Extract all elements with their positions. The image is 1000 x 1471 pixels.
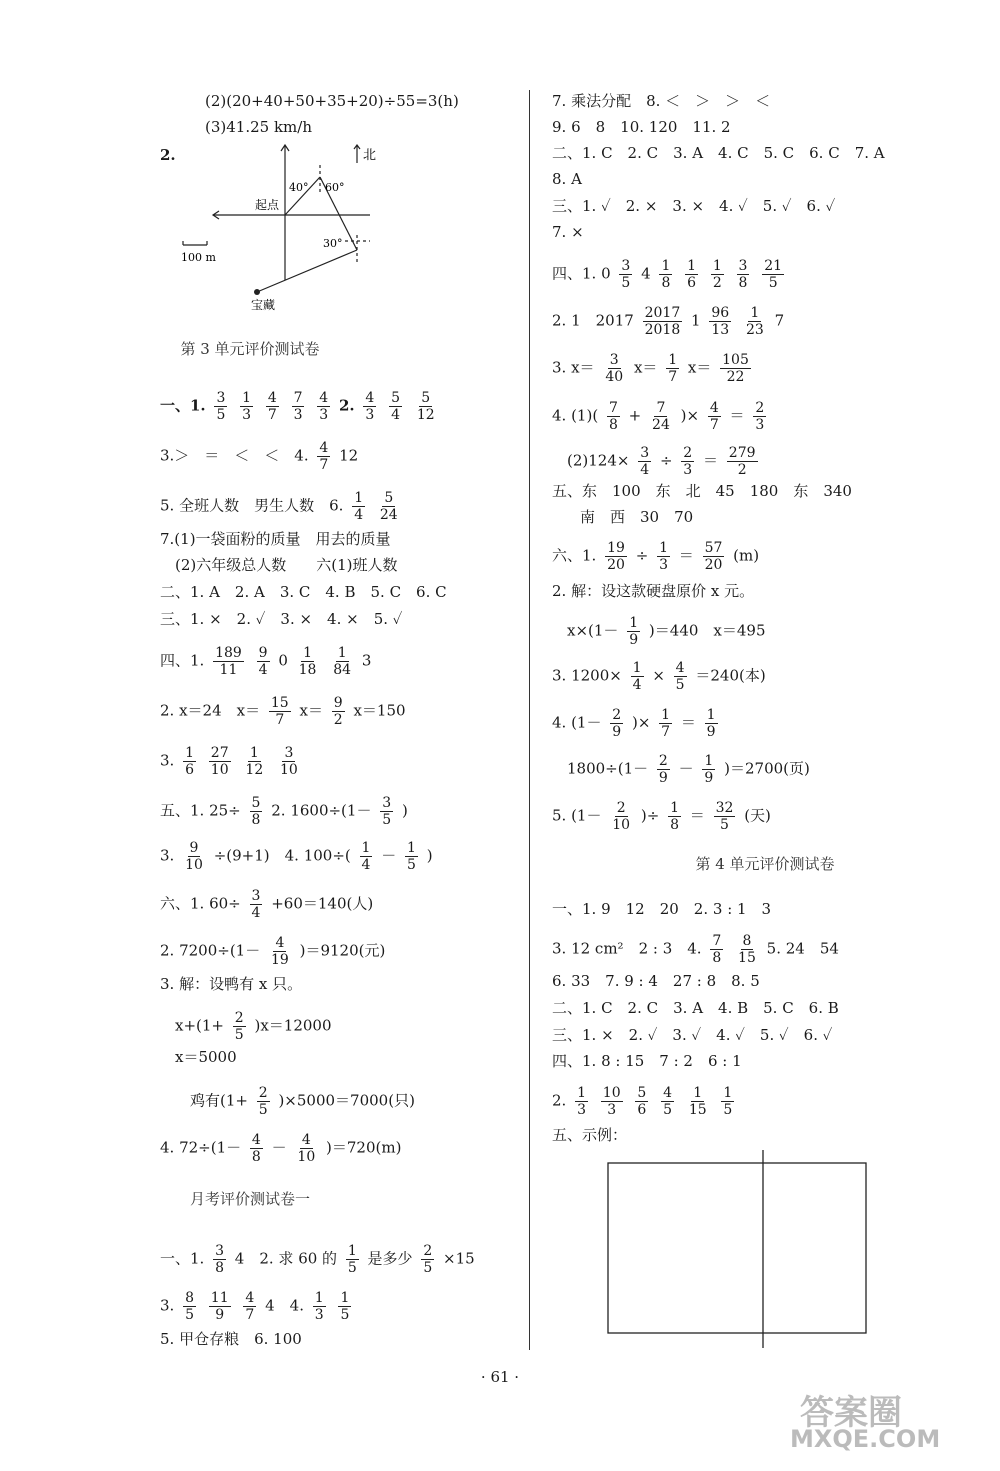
fraction: $\frac{1}{3}$	[659, 540, 668, 573]
answer-text: 3	[361, 651, 372, 670]
answer-text: ＝	[729, 406, 745, 425]
answer-text: 0	[278, 651, 288, 670]
answer-text: (m)	[733, 546, 760, 565]
answer-text: 4 2. 求 60 的	[234, 1249, 338, 1268]
fraction: $\frac{4}{7}$	[319, 440, 329, 473]
answer-text: x＝	[633, 358, 658, 377]
answer-line: 南 西 30 70	[580, 508, 694, 526]
answer-line	[567, 615, 766, 648]
fraction: $\frac{2}{9}$	[658, 753, 668, 786]
answer-line	[552, 258, 788, 291]
answer-text: 3.＞ ＝ ＜ ＜ 4.	[160, 446, 309, 465]
answer-line	[160, 390, 441, 423]
answer-line: 四、1. 8 : 15 7 : 2 6 : 1	[552, 1052, 742, 1070]
answer-line	[160, 1132, 401, 1165]
answer-line	[160, 1243, 475, 1276]
answer-line	[552, 352, 755, 385]
fraction: $\frac{2017}{2018}$	[644, 305, 681, 338]
fraction: $\frac{1}{9}$	[706, 707, 716, 740]
answer-text: 3. 1200×	[552, 666, 622, 685]
answer-text: 一、1.	[160, 1249, 205, 1268]
fraction: $\frac{1}{2}$	[712, 258, 722, 291]
answer-line: 三、1. × 2. ✓ 3. ✓ 4. ✓ 5. ✓ 6. ✓	[552, 1026, 833, 1044]
fraction: $\frac{4}{7}$	[709, 400, 719, 433]
answer-text: ÷	[659, 451, 673, 470]
fraction: $\frac{5}{8}$	[251, 795, 261, 828]
answer-line: 8. A	[552, 170, 582, 188]
answer-line	[552, 305, 784, 338]
fraction: $\frac{32}{5}$	[715, 800, 734, 833]
answer-line	[552, 400, 770, 433]
fraction: $\frac{2}{9}$	[612, 707, 622, 740]
scale-label: 100 m	[181, 251, 216, 264]
answer-text: －	[678, 759, 694, 778]
answer-text: )÷	[640, 806, 660, 825]
answer-text: 是多少	[367, 1249, 413, 1268]
fraction: $\frac{5}{6}$	[637, 1085, 647, 1118]
answer-line: x＝5000	[175, 1048, 237, 1066]
answer-text: x×(1－	[567, 621, 619, 640]
answer-text: 4	[641, 264, 651, 283]
fraction: $\frac{3}{10}$	[280, 745, 298, 778]
fraction: $\frac{4}{3}$	[365, 390, 375, 423]
answer-line: 7. ×	[552, 223, 584, 241]
fraction: $\frac{279}{2}$	[728, 445, 756, 478]
fraction: $\frac{1}{5}$	[347, 1243, 357, 1276]
fraction: $\frac{4}{5}$	[675, 660, 685, 693]
answer-line: 9. 6 8 10. 120 11. 2	[552, 118, 731, 136]
answer-text: 1	[691, 311, 701, 330]
answer-text: ×	[652, 666, 665, 685]
fraction: $\frac{4}{7}$	[245, 1290, 255, 1323]
answer-text: 四、1. 0	[552, 264, 611, 283]
answer-line	[160, 440, 358, 473]
treasure-label: 宝藏	[251, 298, 276, 312]
fraction: $\frac{1}{5}$	[723, 1085, 733, 1118]
answer-text: )	[426, 846, 433, 865]
fraction: $\frac{3}{4}$	[251, 888, 261, 921]
answer-line: 5. 甲仓存粮 6. 100	[160, 1330, 302, 1348]
north-label: 北	[363, 148, 377, 163]
answer-text: )	[401, 801, 408, 820]
answer-text: 2.	[552, 1091, 567, 1110]
fraction: $\frac{11}{9}$	[210, 1290, 229, 1323]
fraction: $\frac{189}{11}$	[215, 645, 242, 678]
fraction: $\frac{1}{18}$	[298, 645, 317, 678]
answer-text: )＝9120(元)	[299, 941, 386, 960]
answer-line: 6. 33 7. 9 : 4 27 : 8 8. 5	[552, 972, 760, 990]
fraction: $\frac{8}{5}$	[185, 1290, 195, 1323]
answer-text: 1800÷(1－	[567, 759, 649, 778]
example-rectangle-figure	[600, 1150, 875, 1350]
answer-line	[160, 840, 433, 873]
answer-text: )＝440 x＝495	[648, 621, 766, 640]
answer-text: )x＝12000	[254, 1016, 332, 1035]
answer-line: 3. 解：设鸭有 x 只。	[160, 975, 303, 993]
watermark-url: MXQE.COM	[790, 1425, 941, 1453]
answer-text: 3.	[160, 751, 175, 770]
answer-line	[160, 1290, 355, 1323]
answer-text: ÷(9+1) 4. 100÷(	[213, 846, 351, 865]
fraction: $\frac{1}{6}$	[185, 745, 195, 778]
answer-text: 5. 24 54	[766, 939, 839, 958]
answer-text: (2)124×	[567, 451, 630, 470]
answer-text: x＝	[299, 701, 323, 720]
answer-line	[552, 800, 771, 833]
answer-text: x+(1+	[175, 1016, 224, 1035]
answer-line: 五、东 100 东 北 45 180 东 340	[552, 482, 852, 500]
fraction: $\frac{96}{13}$	[711, 305, 730, 338]
fraction: $\frac{4}{19}$	[271, 935, 289, 968]
answer-text: ＝	[703, 451, 719, 470]
answer-text: －	[271, 1138, 287, 1157]
answer-line: 7. 乘法分配 8. ＜ ＞ ＞ ＜	[552, 92, 771, 110]
section-title: 第 3 单元评价测试卷	[180, 340, 320, 358]
answer-line	[567, 445, 762, 478]
fraction: $\frac{5}{12}$	[416, 390, 435, 423]
fraction: $\frac{5}{24}$	[379, 490, 398, 523]
fraction: $\frac{3}{4}$	[640, 445, 650, 478]
fraction: $\frac{1}{7}$	[668, 352, 678, 385]
answer-line	[160, 888, 373, 921]
answer-text: 六、1. 60÷	[160, 894, 241, 913]
answer-text: 2. 1600÷(1－	[271, 801, 372, 820]
answer-text: 六、1.	[552, 546, 597, 565]
answer-text: ＝	[678, 546, 694, 565]
fraction: $\frac{3}{5}$	[382, 795, 392, 828]
answer-line	[567, 753, 810, 786]
fraction: $\frac{2}{5}$	[423, 1243, 433, 1276]
section-title: 第 4 单元评价测试卷	[695, 855, 835, 873]
answer-line	[160, 645, 371, 678]
fraction: $\frac{19}{20}$	[607, 540, 625, 573]
watermark-logo: 答案圈	[800, 1393, 902, 1433]
fraction: $\frac{1}{4}$	[361, 840, 371, 873]
answer-line	[160, 795, 408, 828]
answer-text: 鸡有(1+	[190, 1091, 248, 1110]
answer-line: (3)41.25 km/h	[205, 118, 312, 136]
answer-text: 5. (1－	[552, 806, 602, 825]
answer-line: 三、1. ✓ 2. × 3. × 4. ✓ 5. ✓ 6. ✓	[552, 197, 836, 215]
fraction: $\frac{5}{4}$	[391, 390, 401, 423]
fraction: $\frac{9}{10}$	[185, 840, 203, 873]
fraction: $\frac{4}{8}$	[251, 1132, 261, 1165]
fraction: $\frac{9}{2}$	[333, 695, 343, 728]
answer-text: 7	[774, 311, 785, 330]
fraction: $\frac{3}{8}$	[215, 1243, 225, 1276]
fraction: $\frac{7}{24}$	[652, 400, 670, 433]
answer-text: ＝240(本)	[695, 666, 766, 685]
fraction: $\frac{15}{7}$	[270, 695, 289, 728]
answer-text: 4. (1－	[552, 713, 602, 732]
page-number: · 61 ·	[480, 1368, 520, 1386]
answer-text: 2. 7200÷(1－	[160, 941, 261, 960]
answer-line	[552, 707, 722, 740]
origin-label: 起点	[255, 198, 280, 212]
answer-text: )×	[631, 713, 651, 732]
angle-label: 30°	[323, 237, 343, 250]
fraction: $\frac{3}{5}$	[621, 258, 631, 291]
answer-text: 4. (1)(	[552, 406, 599, 425]
column-divider	[529, 90, 530, 1350]
answer-line	[190, 1085, 415, 1118]
answer-line: (2)(20+40+50+35+20)÷55=3(h)	[205, 92, 459, 110]
answer-text: －	[381, 846, 397, 865]
answer-text: )×	[680, 406, 700, 425]
answer-line	[552, 540, 759, 573]
answer-text: 12	[339, 446, 359, 465]
fraction: $\frac{27}{10}$	[210, 745, 229, 778]
fraction: $\frac{1}{4}$	[632, 660, 642, 693]
answer-line: 2. 解：设这款硬盘原价 x 元。	[552, 582, 755, 600]
answer-text: 5. 全班人数 男生人数 6.	[160, 496, 344, 515]
answer-text: +	[628, 406, 642, 425]
answer-text: 五、1. 25÷	[160, 801, 241, 820]
fraction: $\frac{3}{5}$	[216, 390, 226, 423]
answer-text: 3. 12 cm² 2 : 3 4.	[552, 939, 702, 958]
answer-line	[160, 695, 406, 728]
section-title: 月考评价测试卷一	[189, 1190, 310, 1208]
answer-text: 3.	[160, 1296, 175, 1315]
fraction: $\frac{7}{3}$	[293, 390, 303, 423]
fraction: $\frac{1}{15}$	[688, 1085, 707, 1118]
question-number: 2.	[160, 146, 176, 164]
answer-line	[160, 490, 404, 523]
fraction: $\frac{1}{23}$	[745, 305, 764, 338]
fraction: $\frac{21}{5}$	[764, 258, 783, 291]
answer-line	[160, 745, 304, 778]
fraction: $\frac{1}{84}$	[333, 645, 352, 678]
answer-line	[175, 1010, 332, 1043]
item-label: 一、1.	[160, 396, 206, 415]
answer-text: 4 4.	[265, 1296, 304, 1315]
answer-text: )＝2700(页)	[724, 759, 810, 778]
fraction: $\frac{4}{5}$	[663, 1085, 673, 1118]
fraction: $\frac{2}{3}$	[755, 400, 765, 433]
answer-text: 3.	[160, 846, 175, 865]
answer-text: ÷	[635, 546, 649, 565]
fraction: $\frac{1}{3}$	[242, 390, 252, 423]
fraction: $\frac{57}{20}$	[704, 540, 723, 573]
fraction: $\frac{1}{9}$	[704, 753, 714, 786]
fraction: $\frac{2}{10}$	[612, 800, 631, 833]
answer-line: 五、示例：	[552, 1126, 628, 1144]
answer-text: 四、1.	[160, 651, 205, 670]
fraction: $\frac{1}{7}$	[661, 707, 671, 740]
fraction: $\frac{105}{22}$	[722, 352, 749, 385]
answer-text: ＝	[689, 806, 705, 825]
angle-label: 60°	[325, 181, 345, 194]
fraction: $\frac{4}{10}$	[297, 1132, 316, 1165]
answer-line: 一、1. 9 12 20 2. 3 : 1 3	[552, 900, 772, 918]
answer-line	[552, 1085, 738, 1118]
fraction: $\frac{1}{3}$	[314, 1290, 324, 1323]
answer-text: ＝	[680, 713, 696, 732]
fraction: $\frac{2}{3}$	[683, 445, 693, 478]
fraction: $\frac{10}{3}$	[602, 1085, 621, 1118]
angle-label: 40°	[289, 181, 309, 194]
fraction: $\frac{4}{7}$	[267, 390, 277, 423]
answer-line: 7.(1)一袋面粉的质量 用去的质量	[160, 530, 391, 548]
answer-line	[552, 933, 839, 966]
answer-text: (天)	[744, 806, 771, 825]
fraction: $\frac{1}{6}$	[687, 258, 697, 291]
answer-text: 2. 1 2017	[552, 311, 634, 330]
answer-line	[160, 935, 385, 968]
fraction: $\frac{1}{5}$	[340, 1290, 350, 1323]
answer-text: 2. x＝24 x＝	[160, 701, 261, 720]
answer-text: )×5000＝7000(只)	[278, 1091, 415, 1110]
fraction: $\frac{1}{5}$	[407, 840, 416, 873]
answer-text: ×15	[443, 1249, 475, 1268]
fraction: $\frac{7}{8}$	[712, 933, 722, 966]
answer-line: 二、1. A 2. A 3. C 4. B 5. C 6. C	[160, 583, 447, 601]
answer-text: x＝	[687, 358, 712, 377]
fraction: $\frac{1}{3}$	[577, 1085, 587, 1118]
fraction: $\frac{1}{9}$	[629, 615, 639, 648]
fraction: $\frac{1}{8}$	[670, 800, 679, 833]
item-label: 2.	[338, 396, 355, 415]
fraction: $\frac{7}{8}$	[608, 400, 618, 433]
answer-text: 3. x＝	[552, 358, 595, 377]
answer-line: 二、1. C 2. C 3. A 4. B 5. C 6. B	[552, 999, 839, 1017]
answer-text: x＝150	[353, 701, 406, 720]
fraction: $\frac{4}{3}$	[319, 390, 329, 423]
answer-line: (2)六年级总人数 六(1)班人数	[175, 556, 398, 574]
fraction: $\frac{1}{12}$	[245, 745, 264, 778]
answer-text: )＝720(m)	[326, 1138, 402, 1157]
direction-diagram	[175, 135, 390, 315]
fraction: $\frac{3}{40}$	[605, 352, 624, 385]
fraction: $\frac{8}{15}$	[738, 933, 756, 966]
answer-line: 三、1. × 2. ✓ 3. × 4. × 5. ✓	[160, 610, 403, 628]
answer-text: 4. 72÷(1－	[160, 1138, 242, 1157]
answer-line: 二、1. C 2. C 3. A 4. C 5. C 6. C 7. A	[552, 144, 885, 162]
fraction: $\frac{3}{8}$	[738, 258, 748, 291]
answer-text: +60＝140(人)	[271, 894, 374, 913]
fraction: $\frac{2}{5}$	[258, 1085, 268, 1118]
fraction: $\frac{1}{4}$	[354, 490, 364, 523]
fraction: $\frac{2}{5}$	[234, 1010, 244, 1043]
treasure-point-icon	[254, 289, 260, 295]
answer-line	[552, 660, 766, 693]
fraction: $\frac{9}{4}$	[258, 645, 268, 678]
fraction: $\frac{1}{8}$	[661, 258, 671, 291]
